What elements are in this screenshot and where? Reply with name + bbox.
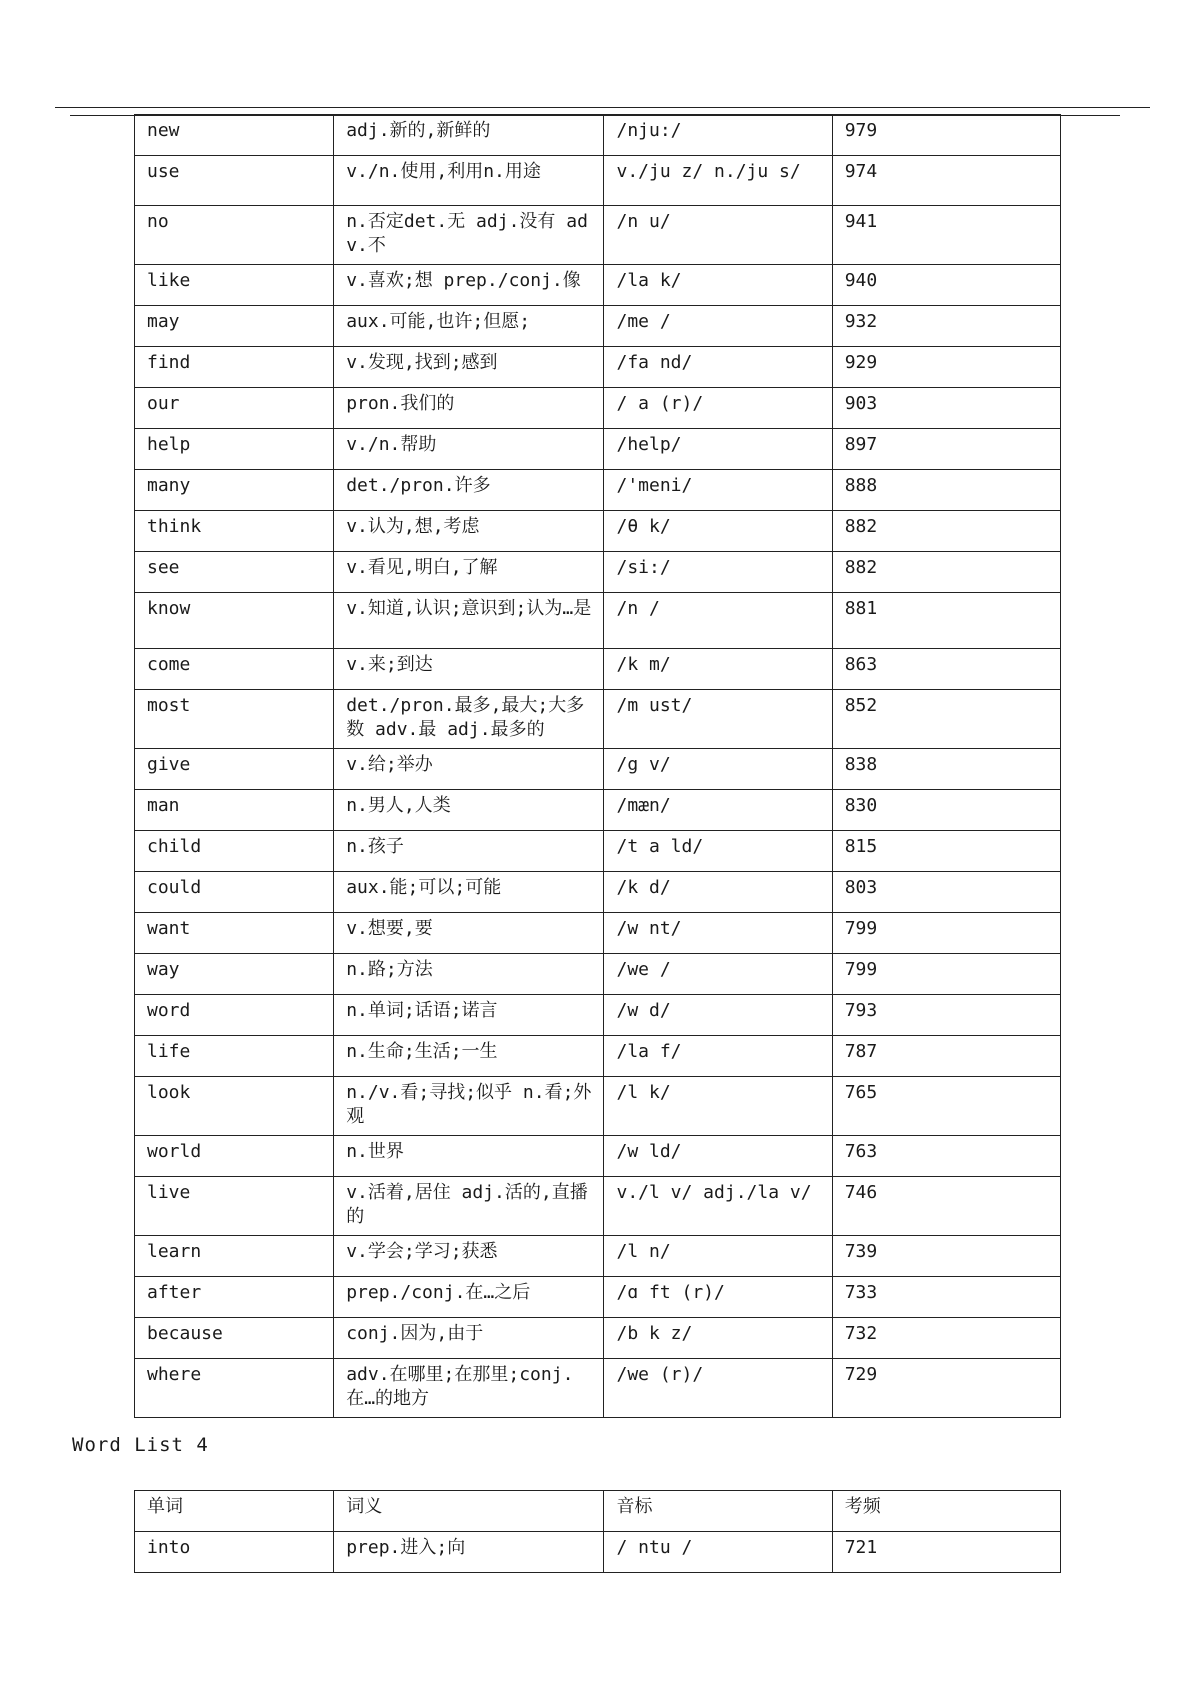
meaning-cell: n.孩子 [334,831,604,872]
frequency-cell: 721 [832,1532,1060,1573]
word-cell: learn [135,1236,334,1277]
word-cell: live [135,1177,334,1236]
word-list-table [134,114,1061,1418]
meaning-cell: v.来;到达 [334,649,604,690]
table-row [135,115,1061,156]
phonetic-cell: /θ k/ [604,511,832,552]
table-row [135,593,1061,649]
frequency-cell: 882 [832,552,1060,593]
word-cell: man [135,790,334,831]
frequency-cell: 729 [832,1359,1060,1418]
phonetic-cell: / a (r)/ [604,388,832,429]
phonetic-cell: /k d/ [604,872,832,913]
frequency-cell: 940 [832,265,1060,306]
table-row [135,552,1061,593]
frequency-cell: 739 [832,1236,1060,1277]
frequency-cell: 799 [832,913,1060,954]
table-row [135,1036,1061,1077]
table-row [135,1277,1061,1318]
word-cell: could [135,872,334,913]
word-cell: no [135,206,334,265]
meaning-cell: v.给;举办 [334,749,604,790]
meaning-cell: v.学会;学习;获悉 [334,1236,604,1277]
table-row [135,306,1061,347]
table-row [135,749,1061,790]
table-row [135,1236,1061,1277]
frequency-cell: 941 [832,206,1060,265]
phonetic-cell: /help/ [604,429,832,470]
meaning-cell: det./pron.最多,最大;大多数 adv.最 adj.最多的 [334,690,604,749]
meaning-cell: v.喜欢;想 prep./conj.像 [334,265,604,306]
header-rule [55,107,1150,108]
meaning-cell: adv.在哪里;在那里;conj.在…的地方 [334,1359,604,1418]
meaning-cell: v.想要,要 [334,913,604,954]
phonetic-cell: /we / [604,954,832,995]
phonetic-cell: /g v/ [604,749,832,790]
frequency-cell: 881 [832,593,1060,649]
meaning-cell: aux.可能,也许;但愿; [334,306,604,347]
frequency-cell: 733 [832,1277,1060,1318]
table-row [135,1077,1061,1136]
phonetic-cell: /w ld/ [604,1136,832,1177]
frequency-cell: 863 [832,649,1060,690]
phonetic-cell: /w nt/ [604,913,832,954]
word-list-4-table [134,1490,1061,1573]
meaning-cell: prep./conj.在…之后 [334,1277,604,1318]
word-cell: because [135,1318,334,1359]
phonetic-cell: /w d/ [604,995,832,1036]
word-cell: our [135,388,334,429]
frequency-cell: 763 [832,1136,1060,1177]
meaning-cell: adj.新的,新鲜的 [334,115,604,156]
meaning-cell: v.看见,明白,了解 [334,552,604,593]
phonetic-cell: /n u/ [604,206,832,265]
table-row [135,790,1061,831]
word-cell: after [135,1277,334,1318]
header-meaning: 词义 [334,1491,604,1532]
table-row [135,1136,1061,1177]
frequency-cell: 932 [832,306,1060,347]
meaning-cell: n.路;方法 [334,954,604,995]
frequency-cell: 974 [832,156,1060,206]
frequency-cell: 793 [832,995,1060,1036]
word-cell: many [135,470,334,511]
word-cell: want [135,913,334,954]
meaning-cell: n.否定det.无 adj.没有 adv.不 [334,206,604,265]
phonetic-cell: /'meni/ [604,470,832,511]
meaning-cell: v.活着,居住 adj.活的,直播的 [334,1177,604,1236]
word-cell: know [135,593,334,649]
word-cell: most [135,690,334,749]
frequency-cell: 929 [832,347,1060,388]
meaning-cell: aux.能;可以;可能 [334,872,604,913]
table-row [135,1318,1061,1359]
phonetic-cell: /si:/ [604,552,832,593]
phonetic-cell: /nju:/ [604,115,832,156]
header-word: 单词 [135,1491,334,1532]
phonetic-cell: /la k/ [604,265,832,306]
word-cell: world [135,1136,334,1177]
meaning-cell: v./n.帮助 [334,429,604,470]
word-cell: where [135,1359,334,1418]
frequency-cell: 888 [832,470,1060,511]
table-row [135,954,1061,995]
word-cell: new [135,115,334,156]
table-row [135,690,1061,749]
word-cell: word [135,995,334,1036]
frequency-cell: 765 [832,1077,1060,1136]
table-row [135,1532,1061,1573]
table-header-row [135,1491,1061,1532]
word-cell: into [135,1532,334,1573]
table-row [135,831,1061,872]
frequency-cell: 803 [832,872,1060,913]
frequency-cell: 830 [832,790,1060,831]
table-row [135,1177,1061,1236]
frequency-cell: 732 [832,1318,1060,1359]
table-row [135,265,1061,306]
section-heading: Word List 4 [72,1434,209,1456]
meaning-cell: conj.因为,由于 [334,1318,604,1359]
word-cell: may [135,306,334,347]
word-cell: come [135,649,334,690]
word-cell: like [135,265,334,306]
word-cell: think [135,511,334,552]
meaning-cell: n.世界 [334,1136,604,1177]
word-cell: way [135,954,334,995]
meaning-cell: v.知道,认识;意识到;认为…是 [334,593,604,649]
meaning-cell: n./v.看;寻找;似乎 n.看;外观 [334,1077,604,1136]
phonetic-cell: /ɑ ft (r)/ [604,1277,832,1318]
meaning-cell: v./n.使用,利用n.用途 [334,156,604,206]
meaning-cell: prep.进入;向 [334,1532,604,1573]
phonetic-cell: / ntu / [604,1532,832,1573]
frequency-cell: 852 [832,690,1060,749]
word-cell: see [135,552,334,593]
phonetic-cell: /t a ld/ [604,831,832,872]
table-row [135,470,1061,511]
table-row [135,913,1061,954]
frequency-cell: 897 [832,429,1060,470]
phonetic-cell: /n / [604,593,832,649]
phonetic-cell: /k m/ [604,649,832,690]
table-row [135,429,1061,470]
table-row [135,156,1061,206]
phonetic-cell: /we (r)/ [604,1359,832,1418]
frequency-cell: 815 [832,831,1060,872]
frequency-cell: 882 [832,511,1060,552]
word-cell: help [135,429,334,470]
phonetic-cell: /l k/ [604,1077,832,1136]
phonetic-cell: /mæn/ [604,790,832,831]
table-row [135,347,1061,388]
meaning-cell: v.认为,想,考虑 [334,511,604,552]
phonetic-cell: /la f/ [604,1036,832,1077]
meaning-cell: n.单词;话语;诺言 [334,995,604,1036]
frequency-cell: 746 [832,1177,1060,1236]
table-row [135,511,1061,552]
table-row [135,649,1061,690]
header-phonetic: 音标 [604,1491,832,1532]
word-cell: child [135,831,334,872]
phonetic-cell: /fa nd/ [604,347,832,388]
frequency-cell: 838 [832,749,1060,790]
phonetic-cell: v./ju z/ n./ju s/ [604,156,832,206]
word-cell: look [135,1077,334,1136]
word-cell: use [135,156,334,206]
word-cell: life [135,1036,334,1077]
word-cell: find [135,347,334,388]
table-row [135,995,1061,1036]
table-row [135,206,1061,265]
table-row [135,388,1061,429]
phonetic-cell: /b k z/ [604,1318,832,1359]
phonetic-cell: /me / [604,306,832,347]
meaning-cell: n.生命;生活;一生 [334,1036,604,1077]
meaning-cell: n.男人,人类 [334,790,604,831]
word-cell: give [135,749,334,790]
meaning-cell: v.发现,找到;感到 [334,347,604,388]
frequency-cell: 903 [832,388,1060,429]
table-row [135,872,1061,913]
meaning-cell: det./pron.许多 [334,470,604,511]
frequency-cell: 799 [832,954,1060,995]
frequency-cell: 787 [832,1036,1060,1077]
header-frequency: 考频 [832,1491,1060,1532]
frequency-cell: 979 [832,115,1060,156]
table-row [135,1359,1061,1418]
meaning-cell: pron.我们的 [334,388,604,429]
phonetic-cell: v./l v/ adj./la v/ [604,1177,832,1236]
phonetic-cell: /l n/ [604,1236,832,1277]
phonetic-cell: /m ust/ [604,690,832,749]
